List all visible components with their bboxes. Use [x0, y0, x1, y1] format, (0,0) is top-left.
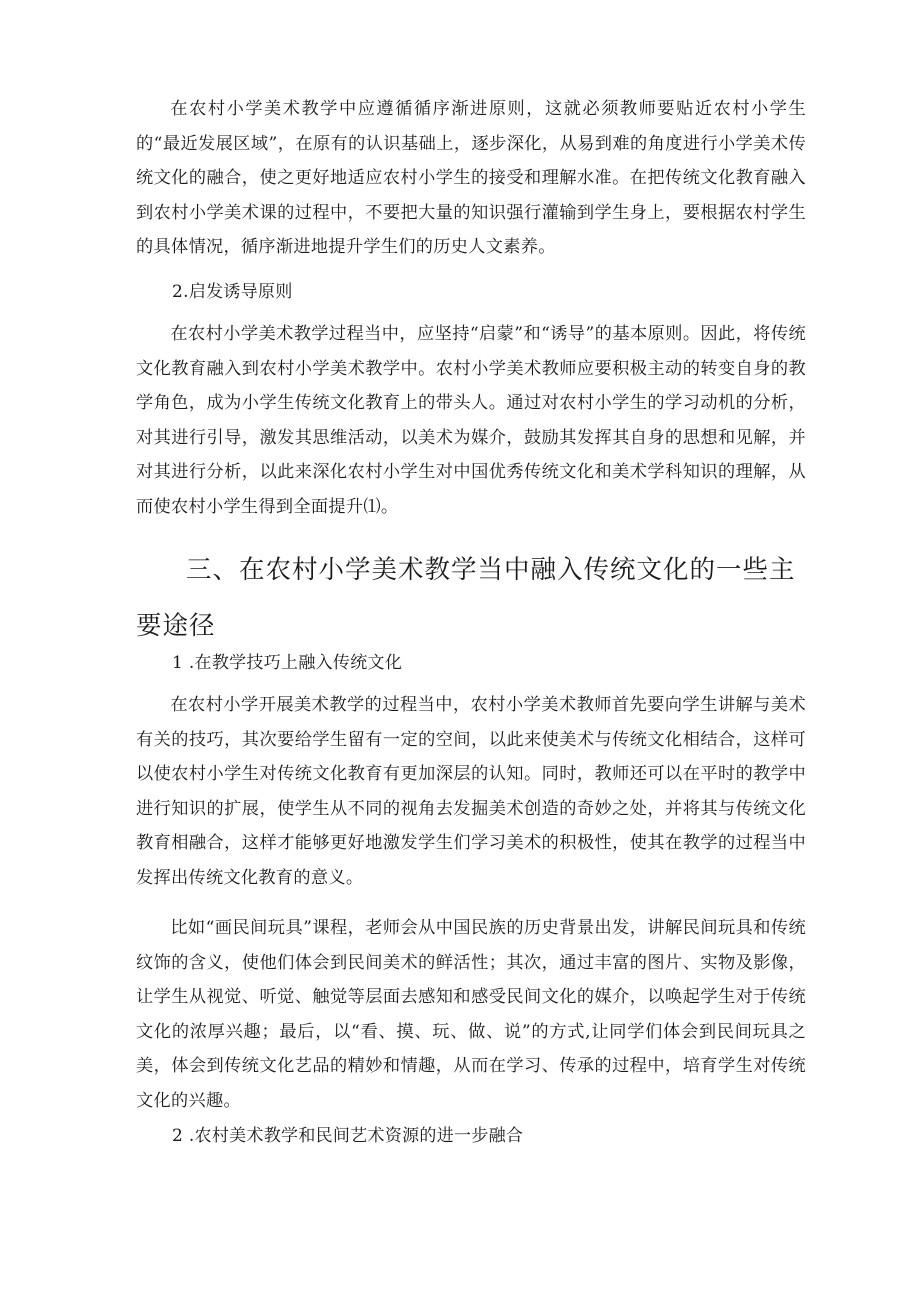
subheading-inspiration-principle: 2.启发诱导原则: [172, 282, 293, 302]
paragraph-gradual-principle: 在农村小学美术教学中应遵循循序渐进原则，这就必须教师要贴近农村小学生的“最近发展区域”，在原有的认识基础上，逐步深化，从易到难的角度进行小学美术传统文化的融合，使之更好地适应农村小学生的接受和理解水准。在把传统文化教育融入到农村小学美术课的过程中，不要把大量的知识强行灌输到学生身上，要根据农村学生的具体情况，循序渐进地提升学生们的历史人文素养。: [136, 99, 806, 258]
paragraph-folk-toys-example: 比如“画民间玩具”课程，老师会从中国民族的历史背景出发，讲解民间玩具和传统纹饰的含义，使他们体会到民间美术的鲜活性；其次，通过丰富的图片、实物及影像，让学生从视觉、听觉、触觉等层面去感知和感受民间文化的媒介，以唤起学生对于传统文化的浓厚兴趣；最后，以“看、摸、玩、做、说”的方式,让同学们体会到民间玩具之美，体会到传统文化艺品的精妙和情趣，从而在学习、传承的过程中，培育学生对传统文化的兴趣。: [136, 918, 806, 1111]
subheading-teaching-skills: 1 .在教学技巧上融入传统文化: [172, 653, 403, 673]
subheading-folk-art-resources: 2 .农村美术教学和民间艺术资源的进一步融合: [172, 1126, 524, 1146]
section-title-main-approaches: 三、在农村小学美术教学当中融入传统文化的一些主要途径: [136, 555, 796, 641]
paragraph-teaching-skills: 在农村小学开展美术教学的过程当中，农村小学美术教师首先要向学生讲解与美术有关的技巧，其次要给学生留有一定的空间，以此来使美术与传统文化相结合，这样可以使农村小学生对传统文化教育有更加深层的认知。同时，教师还可以在平时的教学中进行知识的扩展，使学生从不同的视角去发掘美术创造的奇妙之处，并将其与传统文化教育相融合，这样才能够更好地激发学生们学习美术的积极性，使其在教学的过程当中发挥出传统文化教育的意义。: [136, 695, 806, 888]
paragraph-inspiration-principle: 在农村小学美术教学过程当中，应坚持“启蒙”和“诱导”的基本原则。因此，将传统文化教育融入到农村小学美术教学中。农村小学美术教师应要积极主动的转变自身的教学角色，成为小学生传统文化教育上的带头人。通过对农村小学生的学习动机的分析，对其进行引导，激发其思维活动，以美术为媒介，鼓励其发挥其自身的思想和见解，并对其进行分析，以此来深化农村小学生对中国优秀传统文化和美术学科知识的理解，从而使农村小学生得到全面提升⑴。: [136, 324, 806, 517]
